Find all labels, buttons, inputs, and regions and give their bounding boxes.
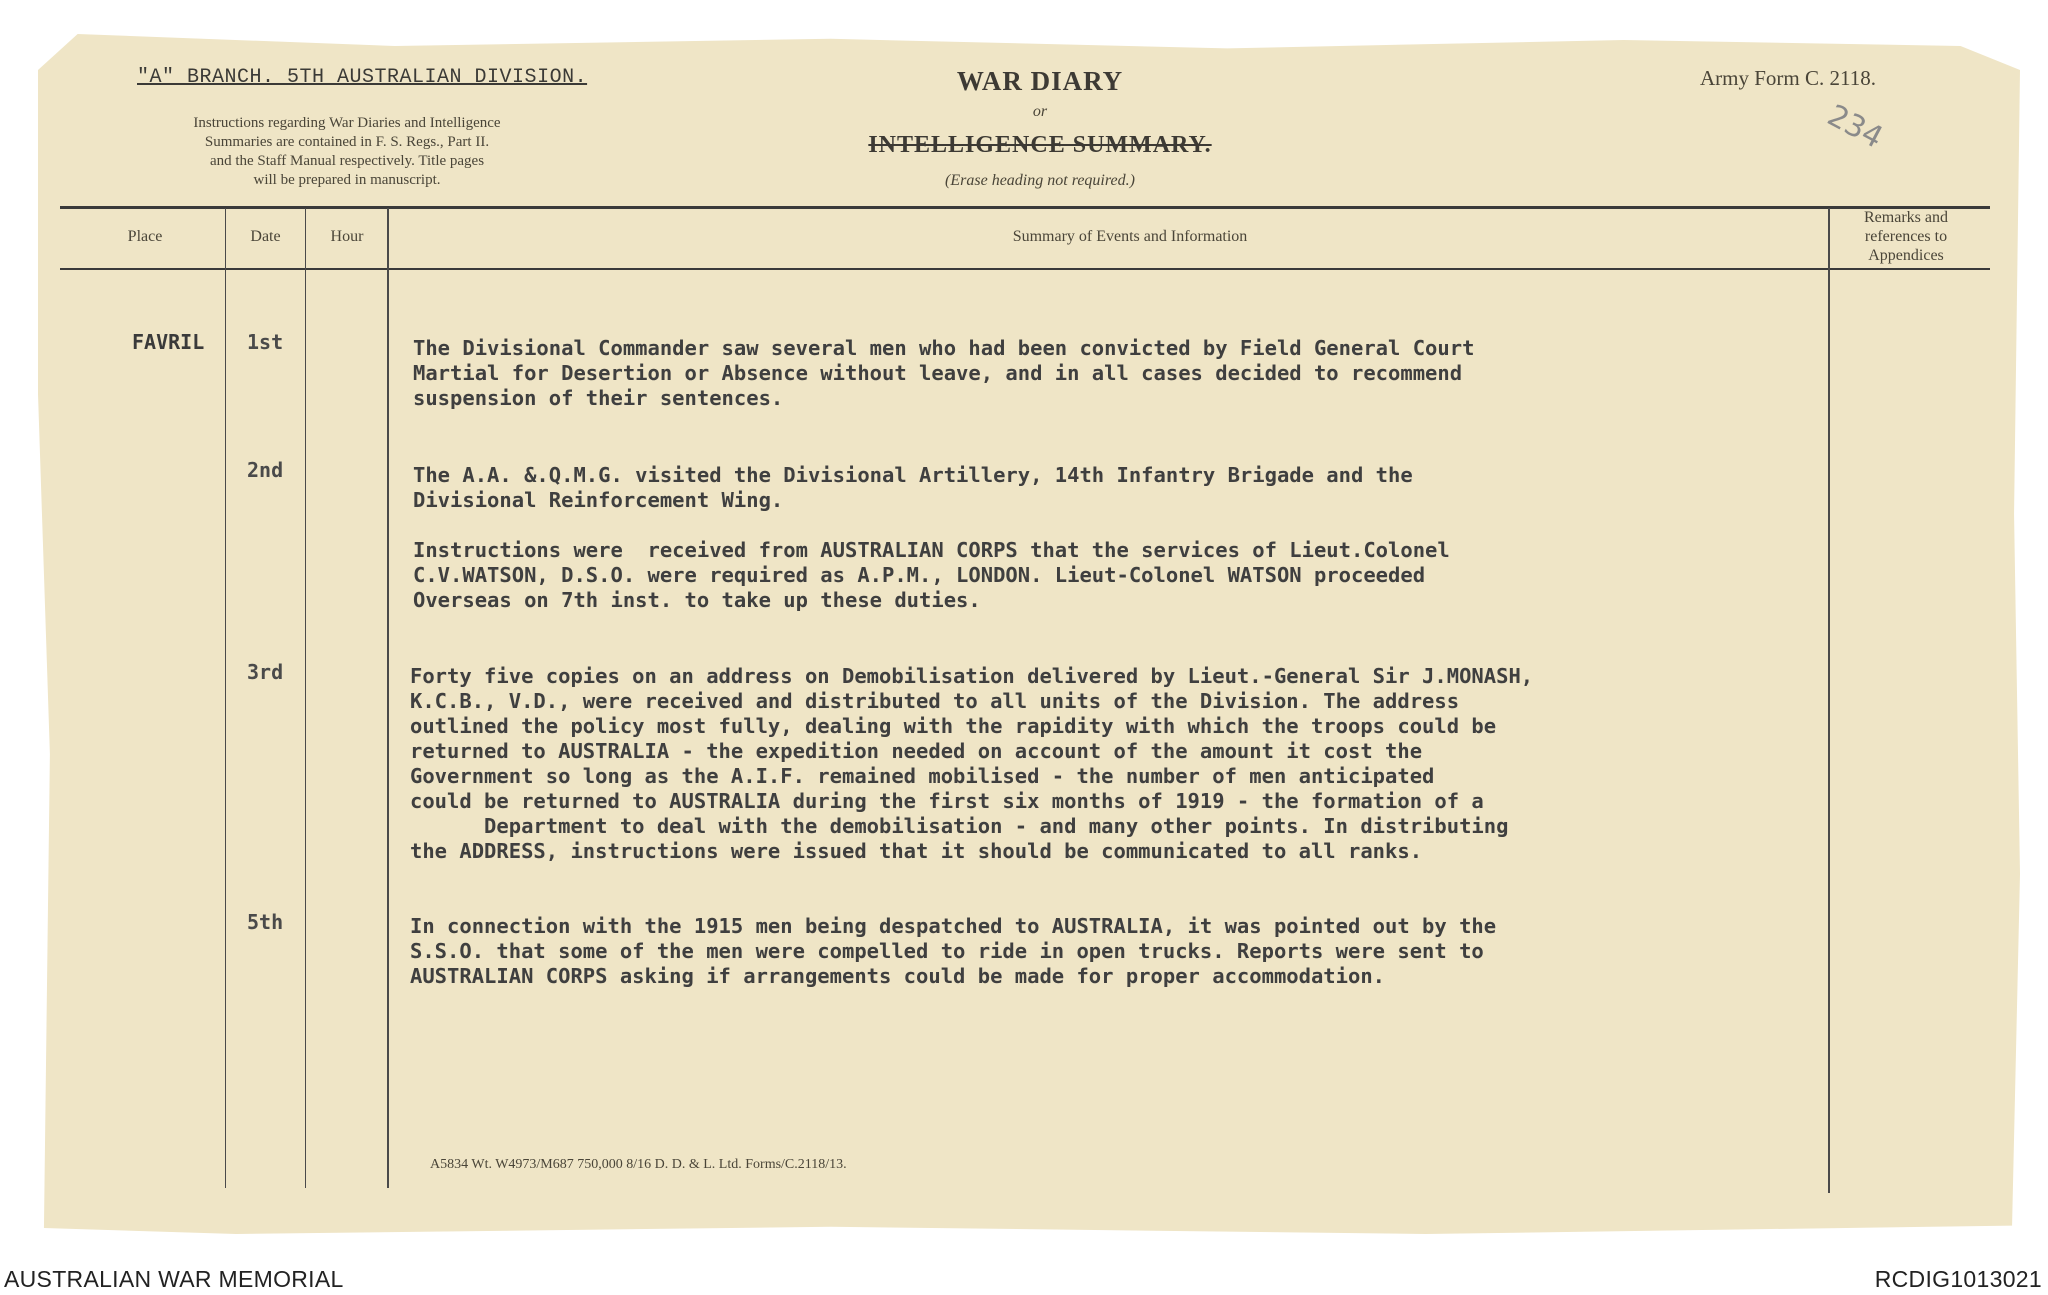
branch-heading: "A" BRANCH. 5TH AUSTRALIAN DIVISION. [137,66,588,89]
column-divider [387,208,389,1188]
column-header-remarks: Remarks and references to Appendices [1864,209,1948,264]
document-title: WAR DIARY [956,66,1124,96]
entry-paragraph: Forty five copies on an address on Demobilisation delivered by Lieut.-General Sir J.MONASH, K.C.B., V.D., were received and distributed to all units of the Division. The address outlined the policy most fully, dealing with the rapidity with which the troops could be returned to AUSTRALIA - the expedition needed on account of the amount it cost the Government so long as the A.I.F. remained mobilised - the number of men anticipated could be returned to AUSTRALIA during the first six months of 1919 - the formation of a Department to deal with the demobilisation - and many other points. In distributing the ADDRESS, instructions were issued that it should be communicated to all ranks. [410,664,1534,863]
entry-paragraph: Instructions were received from AUSTRALIAN CORPS that the services of Lieut.Colonel C.V.WATSON, D.S.O. were required as A.P.M., LONDON. Lieut-Colonel WATSON proceeded Overseas on 7th inst. to take up these duties. [413,538,1450,612]
column-header-hour: Hour [330,228,364,245]
handwritten-page-number: 234 [1821,98,1889,156]
column-divider [305,208,306,1188]
column-header-date: Date [250,228,281,245]
header-bottom-rule [60,268,1990,270]
column-header-place: Place [127,228,163,245]
entry-date: 5th [247,910,284,934]
place-name: FAVRIL [132,330,205,354]
intelligence-summary-heading: INTELLIGENCE SUMMARY. [868,132,1212,158]
army-form-number: Army Form C. 2118. [1700,66,1876,90]
entry-paragraph: The Divisional Commander saw several men who had been convicted by Field General Court Martial for Desertion or Absence without leave, and in all cases decided to recommend suspension of their sentences. [413,336,1475,410]
entry-paragraph: The A.A. &.Q.M.G. visited the Divisional Artillery, 14th Infantry Brigade and the Divisional Reinforcement Wing. [413,463,1413,512]
column-header-summary: Summary of Events and Information [1012,228,1248,245]
entry-date: 3rd [247,660,284,684]
title-or: or [1032,103,1048,120]
source-caption: AUSTRALIAN WAR MEMORIAL [4,1266,344,1292]
erase-note: (Erase heading not required.) [945,172,1135,189]
printer-imprint: A5834 Wt. W4973/M687 750,000 8/16 D. D. & L. Ltd. Forms/C.2118/13. [430,1157,847,1172]
column-divider [1828,208,1830,1193]
instructions-note: Instructions regarding War Diaries and Intelligence Summaries are contained in F. S. Regs., Part II. and the Staff Manual respectively. Title pages will be prepared in manuscript. [193,115,501,188]
column-divider [225,208,226,1188]
reference-caption: RCDIG1013021 [1874,1266,2042,1292]
entry-date: 1st [247,330,284,354]
paper-sheet [38,34,2020,1234]
entry-date: 2nd [247,458,284,482]
entry-paragraph: In connection with the 1915 men being despatched to AUSTRALIA, it was pointed out by the S.S.O. that some of the men were compelled to ride in open trucks. Reports were sent to AUSTRALIAN CORPS asking if arrangements could be made for proper accommodation. [410,914,1497,988]
table-top-rule [60,206,1990,209]
